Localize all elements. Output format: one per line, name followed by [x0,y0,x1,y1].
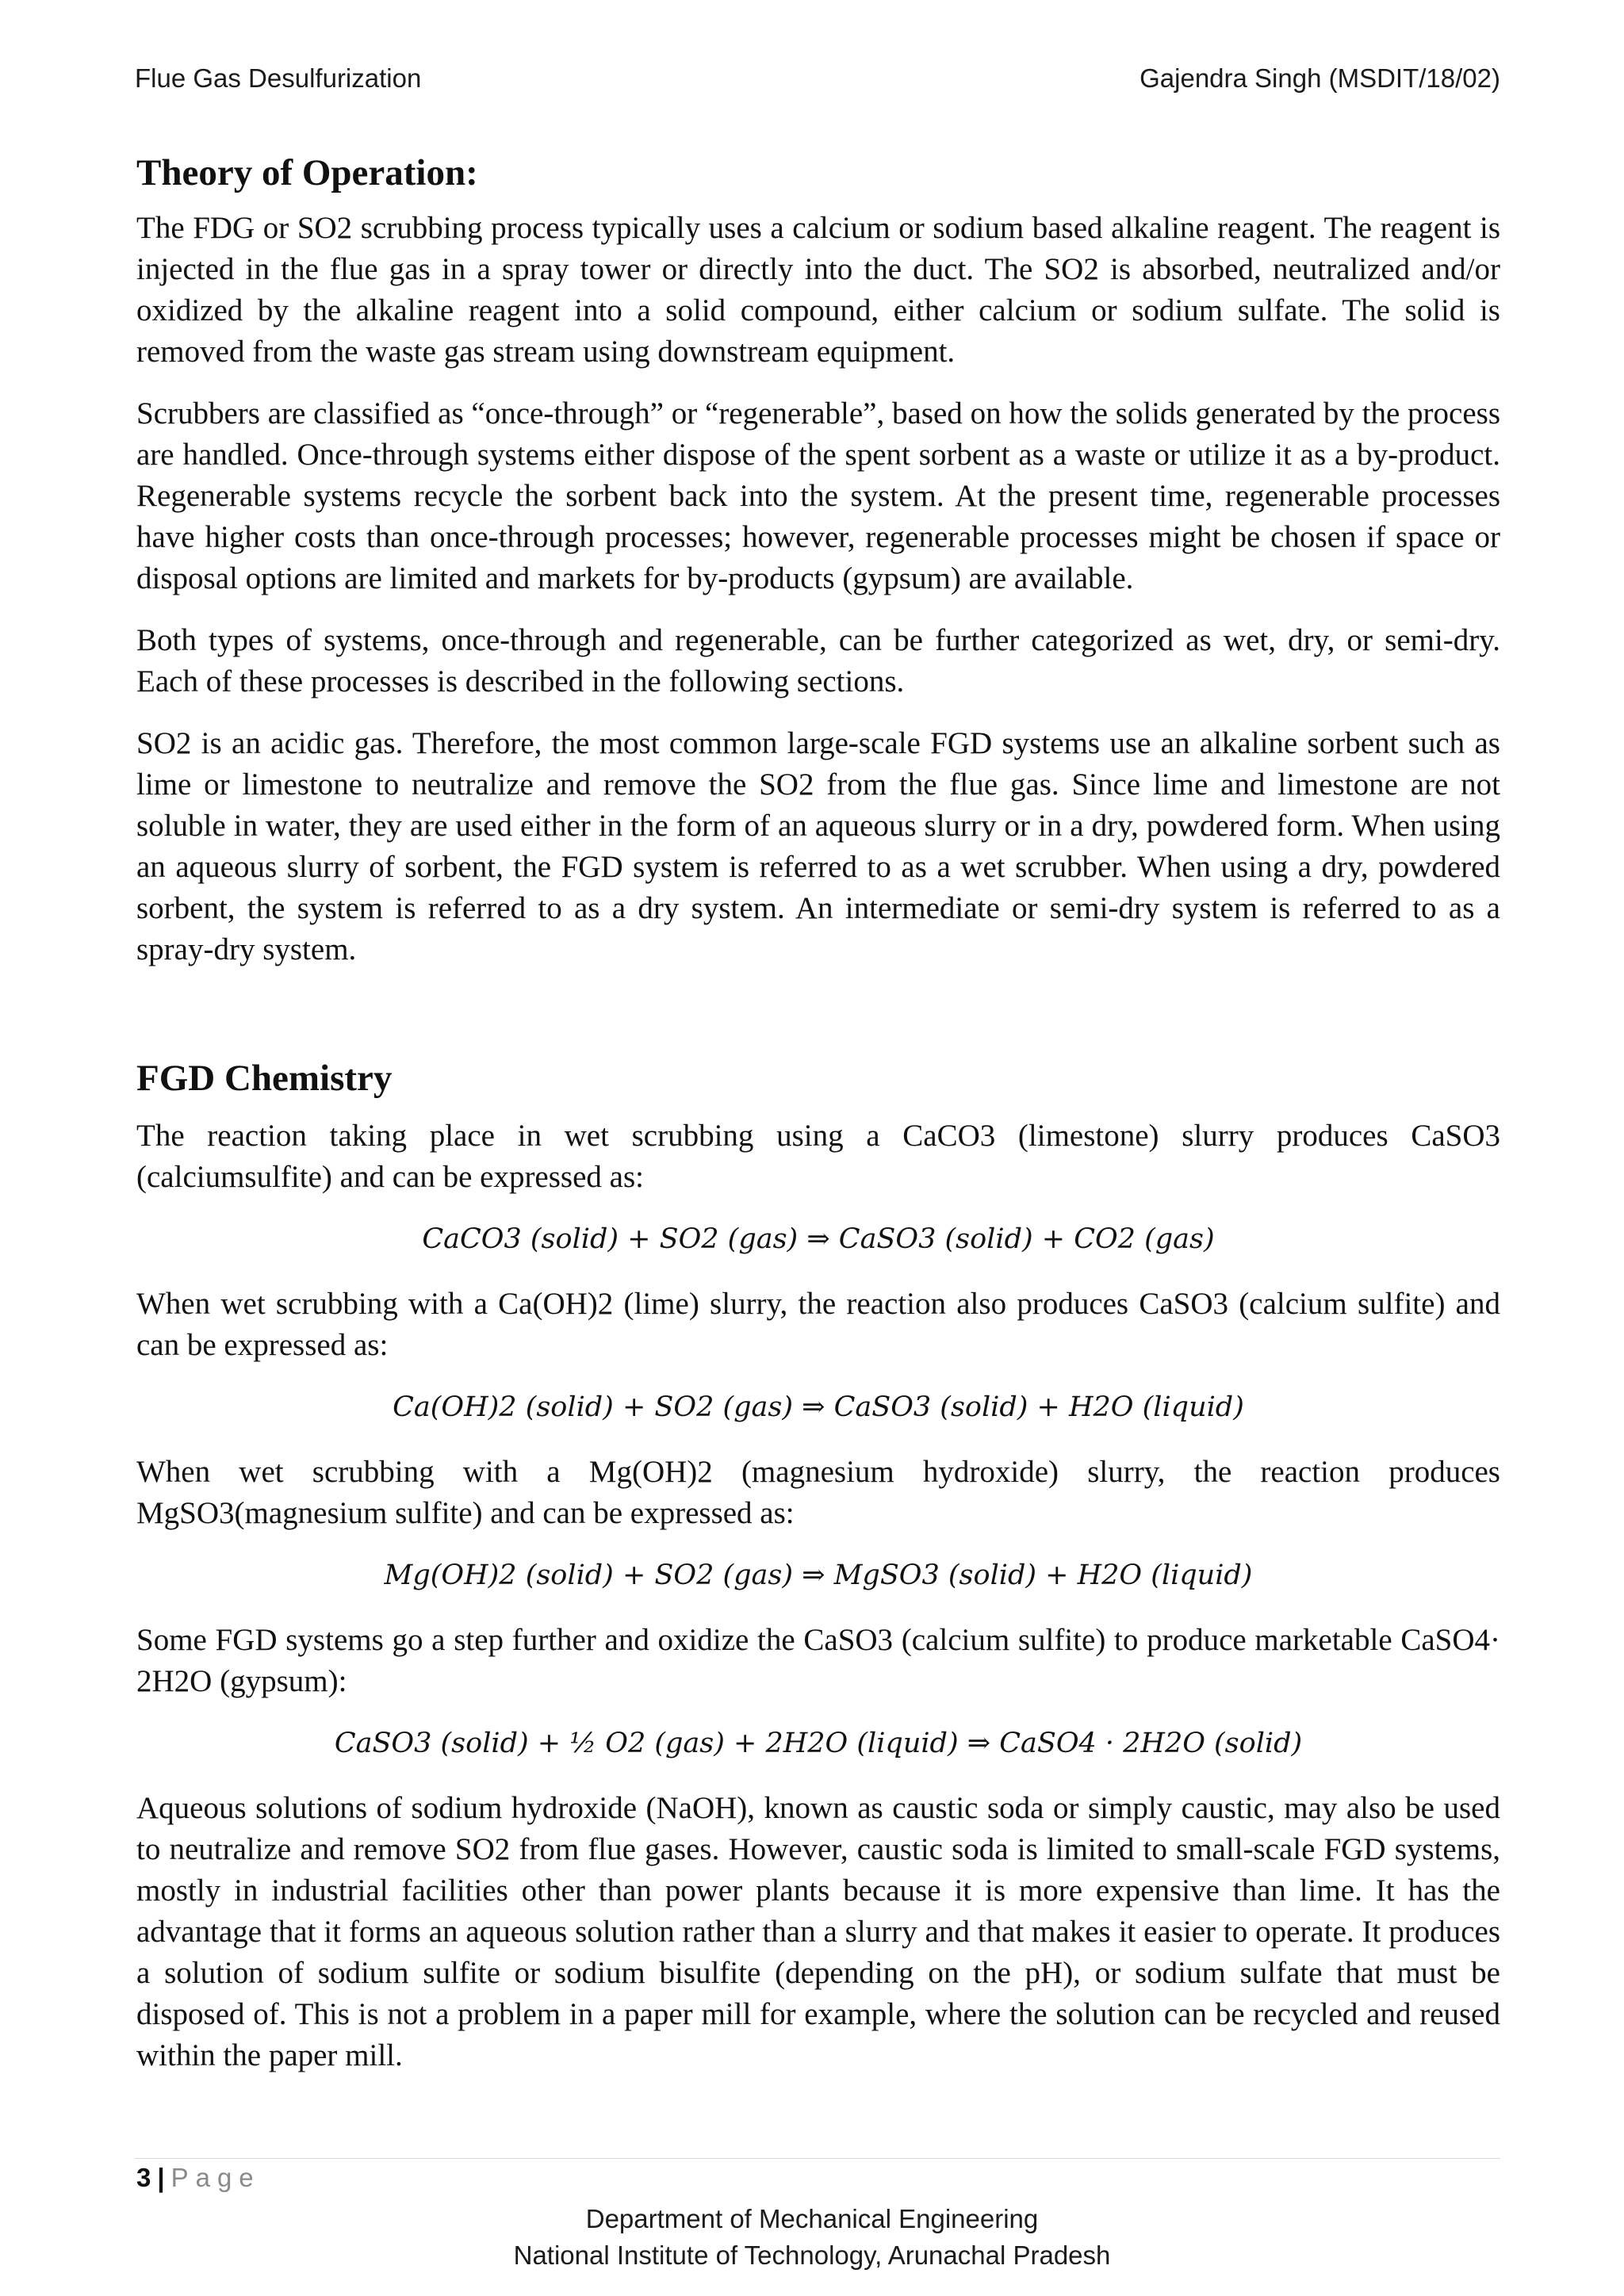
footer-institution [0,2201,1624,2274]
equation-magnesium: Mg(OH)2 (solid) + SO2 (gas) ⇒ MgSO3 (solid) + H2O (liquid) [384,1559,1253,1591]
header-author: Gajendra Singh (MSDIT/18/02) [1139,63,1500,93]
page-number [136,2163,261,2193]
equation-gypsum: CaSO3 (solid) + ½ O2 (gas) + 2H2O (liquid) ⇒ CaSO4 · 2H2O (solid) [334,1727,1303,1759]
paragraph: SO2 is an acidic gas. Therefore, the most common large-scale FGD systems use an alkaline sorbent such as lime or limestone to neutralize and remove the SO2 from the flue gas. Since lime and limestone are not soluble in water, they are used either in the form of an aqueous slurry or in a dry, powdered form. When using an aqueous slurry of sorbent, the FGD system is referred to as a wet scrubber. When using a dry, powdered sorbent, the system is referred to as a dry system. An intermediate or semi-dry system is referred to as a spray-dry system. [136,726,1500,967]
footer-divider [135,2158,1500,2159]
page-number-value: 3 [136,2163,151,2192]
paragraph: Aqueous solutions of sodium hydroxide (NaOH), known as caustic soda or simply caustic, may also be used to neutralize and remove SO2 from flue gases. However, caustic soda is limited to small-scale FGD systems, mostly in industrial facilities other than power plants because it is more expensive than lime. It has the advantage that it forms an aqueous solution rather than a slurry and that makes it easier to operate. It produces a solution of sodium sulfite or sodium bisulfite (depending on the pH), or sodium sulfate that must be disposed of. This is not a problem in a paper mill for example, where the solution can be recycled and reused within the paper mill. [136,1790,1500,2072]
page-label: Page [170,2163,261,2192]
paragraph: The FDG or SO2 scrubbing process typically uses a calcium or sodium based alkaline reagent. The reagent is injected in the flue gas in a spray tower or directly into the duct. The SO2 is absorbed, neutralized and/or oxidized by the alkaline reagent into a solid compound, either calcium or sodium sulfate. The solid is removed from the waste gas stream using downstream equipment. [136,211,1500,369]
paragraph: Both types of systems, once-through and regenerable, can be further categorized as wet, dry, or semi-dry. Each of these processes is described in the following sections. [136,623,1500,699]
footer-institute: National Institute of Technology, Arunachal Pradesh [513,2241,1111,2270]
section-heading-chemistry: FGD Chemistry [136,1058,393,1100]
equation-lime: Ca(OH)2 (solid) + SO2 (gas) ⇒ CaSO3 (solid) + H2O (liquid) [393,1391,1244,1423]
page-number-separator: | [157,2163,165,2192]
paragraph: When wet scrubbing with a Mg(OH)2 (magnesium hydroxide) slurry, the reaction produces MgSO3(magnesium sulfite) and can be expressed as: [136,1454,1500,1530]
paragraph: The reaction taking place in wet scrubbing using a CaCO3 (limestone) slurry produces CaSO3 (calciumsulfite) and can be expressed as: [136,1118,1500,1194]
page-content [136,151,1500,2097]
header-title: Flue Gas Desulfurization [135,63,422,93]
paragraph: Scrubbers are classified as “once-through” or “regenerable”, based on how the solids generated by the process are handled. Once-through systems either dispose of the spent sorbent as a waste or utilize it as a by-product. Regenerable systems recycle the sorbent back into the system. At the present time, regenerable processes have higher costs than once-through processes; however, regenerable processes might be chosen if space or disposal options are limited and markets for by-products (gypsum) are available. [136,396,1500,596]
footer-department: Department of Mechanical Engineering [585,2204,1039,2233]
paragraph: Some FGD systems go a step further and oxidize the CaSO3 (calcium sulfite) to produce marketable CaSO4· 2H2O (gypsum): [136,1622,1500,1698]
equation-limestone: CaCO3 (solid) + SO2 (gas) ⇒ CaSO3 (solid) + CO2 (gas) [422,1223,1215,1255]
section-heading-theory: Theory of Operation: [136,152,478,193]
paragraph: When wet scrubbing with a Ca(OH)2 (lime) slurry, the reaction also produces CaSO3 (calcium sulfite) and can be expressed as: [136,1286,1500,1362]
